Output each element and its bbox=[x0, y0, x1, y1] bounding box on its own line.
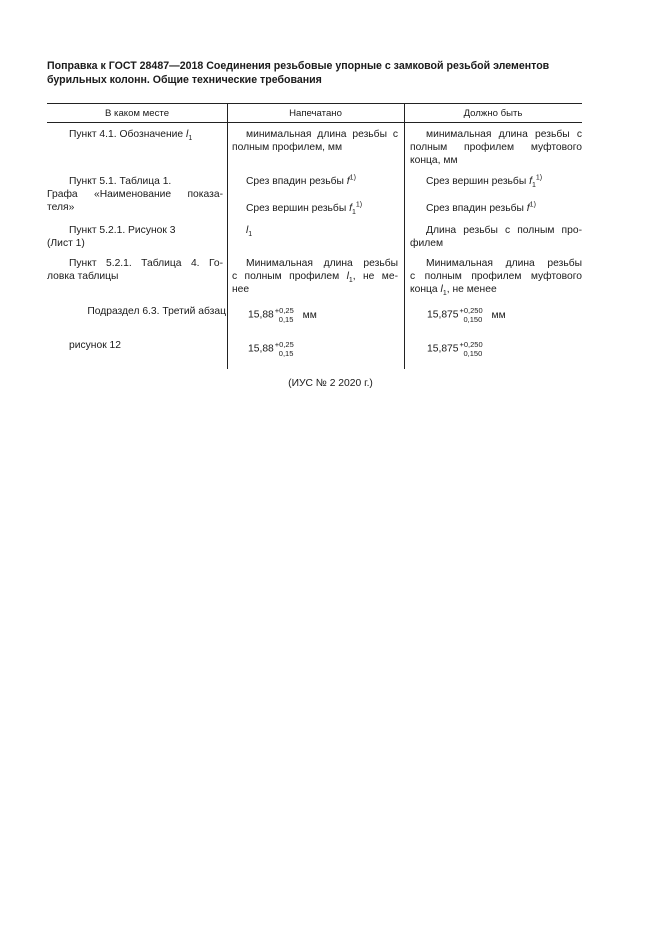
table-header-border bbox=[47, 122, 582, 123]
row5-correct: 15,875 +0,250 0,150 мм bbox=[427, 306, 506, 324]
row2-correct-b: Срез впадин резьбы $f^{1)}$ bbox=[426, 201, 536, 214]
document-title bbox=[47, 60, 607, 87]
column-divider-1 bbox=[227, 103, 228, 369]
row4-printed: Минимальная длина резьбы с полным профилем $l_1$, не ме- нее bbox=[232, 258, 398, 295]
row5-place: Подраздел 6.3. Третий абзац bbox=[87, 306, 226, 317]
row1-correct: минимальная длина резьбы с полным профилем муфтового конца, мм bbox=[410, 129, 582, 166]
row4-place: Пункт 5.2.1. Таблица 4. Го- ловка таблицы bbox=[47, 258, 223, 282]
row3-printed: $l_1$ bbox=[246, 225, 253, 239]
row6-place: рисунок 12 bbox=[69, 340, 122, 351]
row3-correct: Длина резьбы с полным про- филем bbox=[410, 225, 582, 249]
symbol-l: l bbox=[186, 129, 189, 140]
row2-printed-a: Срез впадин резьбы $f^{1)}$ bbox=[246, 174, 356, 187]
row4-correct: Минимальная длина резьбы с полным профилем муфтового конца $l_1$, не менее bbox=[410, 258, 582, 298]
footer-reference: (ИУС № 2 2020 г.) bbox=[288, 378, 373, 389]
row1-printed: минимальная длина резьбы с полным профилем, мм bbox=[232, 129, 398, 153]
table-top-border bbox=[47, 103, 582, 104]
header-place: В каком месте bbox=[104, 108, 170, 119]
title-line-2: бурильных колонн. Общие технические требования bbox=[47, 73, 322, 86]
header-printed: Напечатано bbox=[289, 108, 342, 119]
header-correct: Должно быть bbox=[463, 108, 523, 119]
row2-printed-b: Срез вершин резьбы $f_1^{1)}$ bbox=[246, 201, 363, 217]
row2-correct-a: Срез вершин резьбы $f_1^{1)}$ bbox=[426, 174, 543, 190]
row3-place: Пункт 5.2.1. Рисунок 3 (Лист 1) bbox=[47, 225, 176, 249]
title-line-1: Поправка к ГОСТ 28487—2018 Соединения резьбовые упорные с замковой резьбой элементов bbox=[47, 60, 550, 72]
row2-place: Пункт 5.1. Таблица 1. Графа «Наименование показа- теля» bbox=[47, 176, 223, 213]
row5-printed: 15,88 +0,25 0,15 мм bbox=[248, 306, 317, 324]
row6-correct: 15,875 +0,250 0,150 bbox=[427, 340, 483, 358]
row6-printed: 15,88 +0,25 0,15 bbox=[248, 340, 294, 358]
row1-place: Пункт 4.1. Обозначение $l_1$ bbox=[69, 129, 193, 143]
